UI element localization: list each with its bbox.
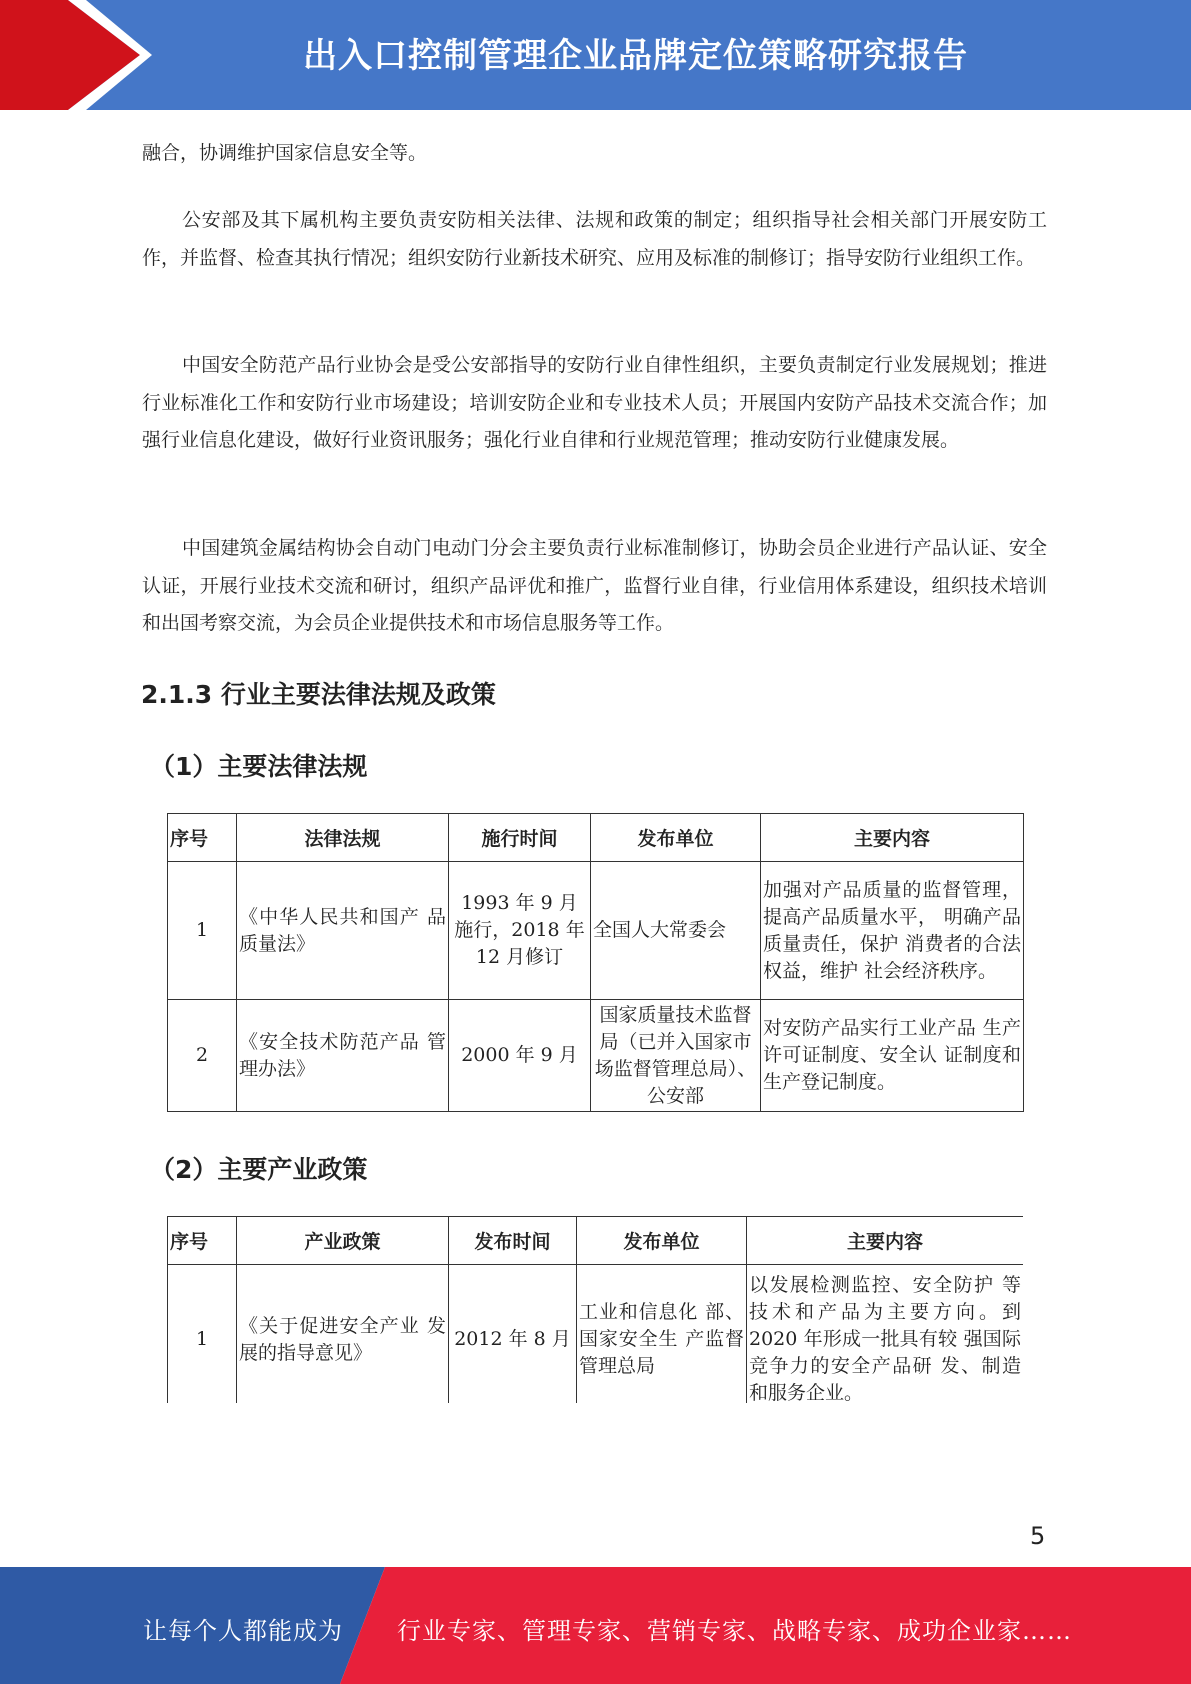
row-index: 2 [168, 1000, 237, 1112]
table-header-row [168, 1217, 1024, 1265]
row-index: 1 [168, 862, 237, 1000]
table-header-row [168, 814, 1024, 862]
paragraph-3: 中国安全防范产品行业协会是受公安部指导的安防行业自律性组织，主要负责制定行业发展规划；推进行业标准化工作和安防行业市场建设；培训安防企业和专业技术人员；开展国内安防产品技术交流合作；加强行业信息化建设，做好行业资讯服务；强化行业自律和行业规范管理；推动安防行业健康发展。 [142, 354, 1047, 451]
policies-table [167, 1216, 1023, 1403]
row-content: 对安防产品实行工业产品 生产许可证制度、安全认 证制度和生产登记制度。 [761, 1000, 1024, 1112]
laws-heading: （1）主要法律法规 [150, 752, 368, 781]
col-header-issuer: 发布单位 [591, 814, 761, 862]
table-row [168, 862, 1024, 1000]
row-effective-date: 2000 年 9 月 [449, 1000, 591, 1112]
row-law: 《安全技术防范产品 管理办法》 [237, 1000, 449, 1112]
section-heading: 2.1.3 行业主要法律法规及政策 [141, 680, 496, 709]
row-law: 《中华人民共和国产 品质量法》 [237, 862, 449, 1000]
page-header [0, 0, 1191, 110]
col-header-issuer: 发布单位 [577, 1217, 747, 1265]
row-content: 以发展检测监控、安全防护 等技术和产品为主要方向。到 2020 年形成一批具有较 强国际竞争力的安全产品研 发、制造和服务企业。 [747, 1265, 1024, 1404]
paragraph-1: 融合，协调维护国家信息安全等。 [142, 142, 428, 164]
col-header-law: 法律法规 [237, 814, 449, 862]
footer-slogan-right: 行业专家、管理专家、营销专家、战略专家、成功企业家…… [397, 1617, 1072, 1645]
row-policy: 《关于促进安全产业 发展的指导意见》 [237, 1265, 449, 1404]
paragraph-4: 中国建筑金属结构协会自动门电动门分会主要负责行业标准制修订，协助会员企业进行产品认证、安全认证，开展行业技术交流和研讨，组织产品评优和推广，监督行业自律，行业信用体系建设，组织技术培训和出国考察交流，为会员企业提供技术和市场信息服务等工作。 [142, 537, 1047, 634]
row-issuer: 国家质量技术监督局（已并入国家市场监督管理总局）、公安部 [591, 1000, 761, 1112]
page-footer [0, 1567, 1191, 1684]
paragraph-2: 公安部及其下属机构主要负责安防相关法律、法规和政策的制定；组织指导社会相关部门开展安防工作，并监督、检查其执行情况；组织安防行业新技术研究、应用及标准的制修订；指导安防行业组织工作。 [142, 209, 1047, 269]
col-header-index: 序号 [168, 814, 237, 862]
header-arrow-decoration [0, 0, 160, 110]
table-row [168, 1000, 1024, 1112]
row-issuer: 全国人大常委会 [591, 862, 761, 1000]
page-number: 5 [1030, 1522, 1046, 1550]
row-issuer: 工业和信息化 部、国家安全生 产监督管理总局 [577, 1265, 747, 1404]
row-index: 1 [168, 1265, 237, 1404]
col-header-content: 主要内容 [747, 1217, 1024, 1265]
row-content: 加强对产品质量的监督管理，提高产品质量水平， 明确产品质量责任，保护 消费者的合法权益，维护 社会经济秩序。 [761, 862, 1024, 1000]
policies-table-wrapper [167, 1216, 1023, 1403]
laws-table [167, 813, 1024, 1112]
col-header-content: 主要内容 [761, 814, 1024, 862]
footer-slogan-left: 让每个人都能成为 [143, 1617, 343, 1645]
policies-heading: （2）主要产业政策 [150, 1155, 368, 1184]
row-release-date: 2012 年 8 月 [449, 1265, 577, 1404]
col-header-effective-date: 施行时间 [449, 814, 591, 862]
report-title: 出入口控制管理企业品牌定位策略研究报告 [303, 36, 968, 76]
col-header-release-date: 发布时间 [449, 1217, 577, 1265]
col-header-policy: 产业政策 [237, 1217, 449, 1265]
table-row [168, 1265, 1024, 1404]
col-header-index: 序号 [168, 1217, 237, 1265]
row-effective-date: 1993 年 9 月 施行，2018 年 12 月修订 [449, 862, 591, 1000]
